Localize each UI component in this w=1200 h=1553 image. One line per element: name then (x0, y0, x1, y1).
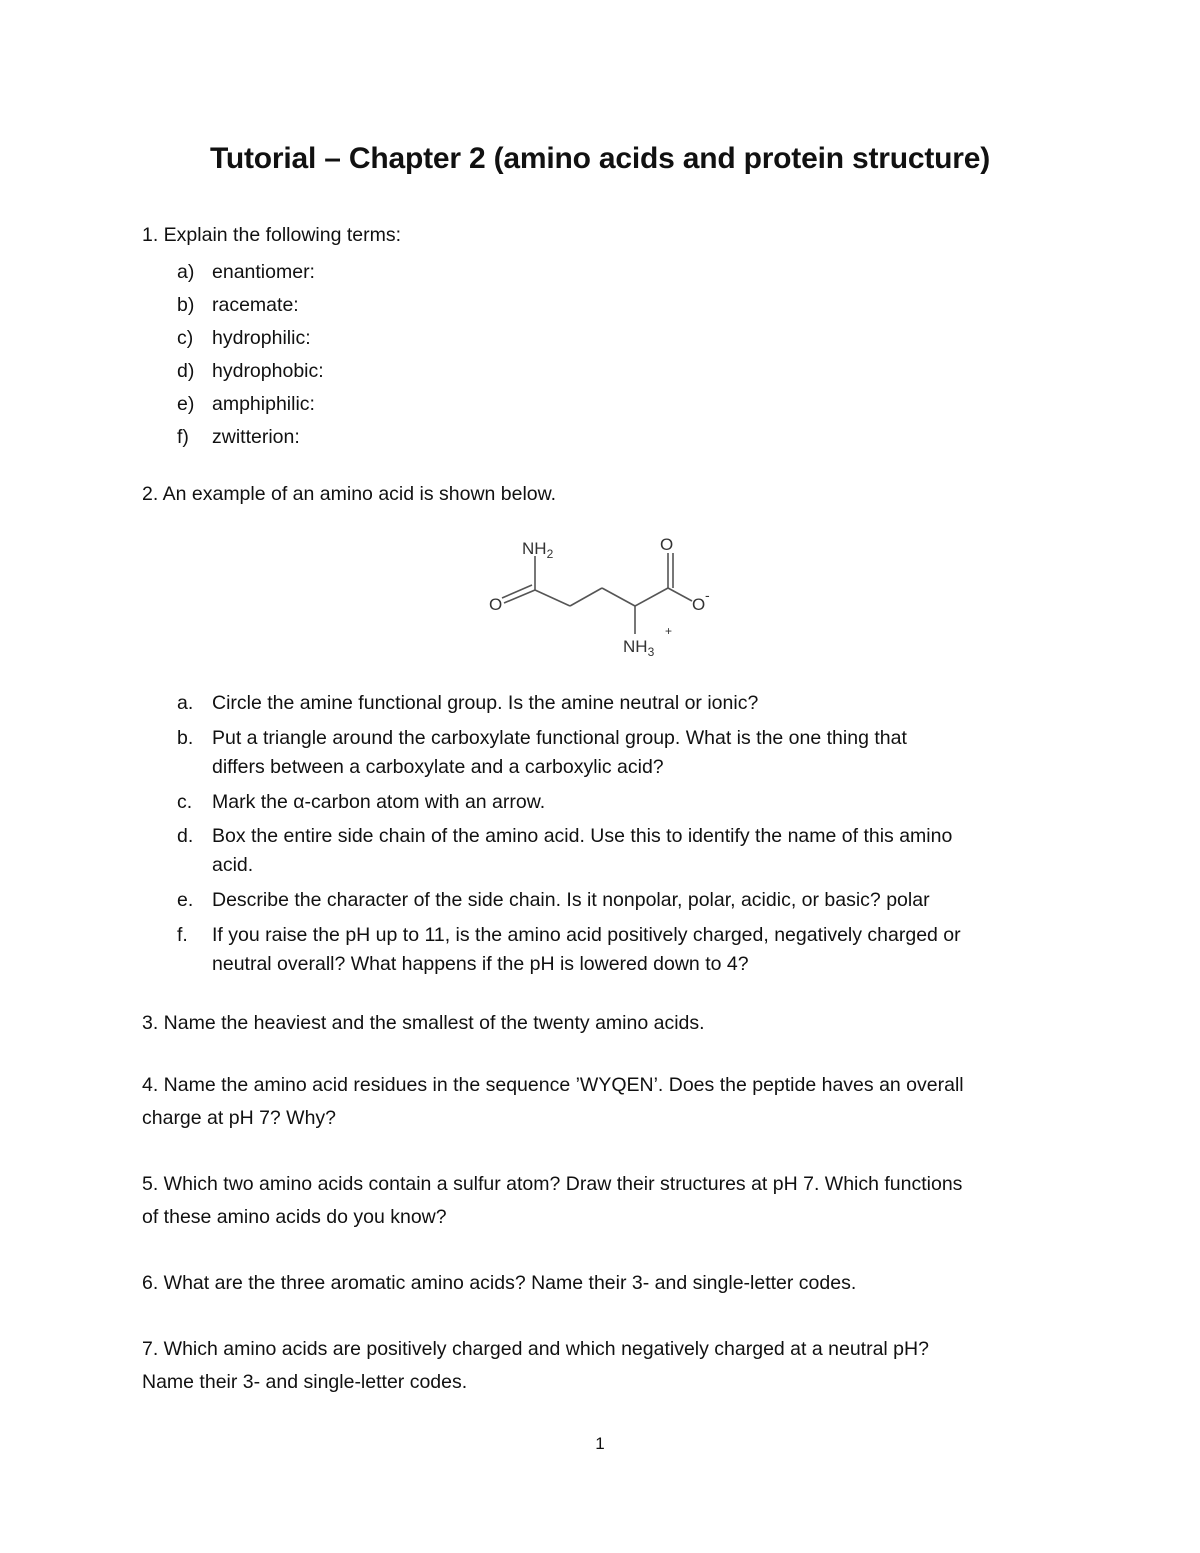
item-label: d. (177, 825, 194, 847)
item-label: a. (177, 692, 194, 714)
item-text: racemate: (212, 294, 299, 316)
question-3: 3. Name the heaviest and the smallest of the twenty amino acids. (142, 1012, 705, 1034)
oxygen-right-label: O (692, 595, 706, 614)
item-text: zwitterion: (212, 426, 300, 448)
item-text: Describe the character of the side chain. Is it nonpolar, polar, acidic, or basic? polar (212, 889, 930, 911)
item-text: Mark the α-carbon atom with an arrow. (212, 791, 546, 813)
list-item (177, 388, 324, 421)
question-5-line2: of these amino acids do you know? (142, 1206, 447, 1228)
question-7-line1: 7. Which amino acids are positively charged and which negatively charged at a neutral pH? (142, 1338, 929, 1360)
oxygen-left-label: O (489, 595, 503, 614)
question-4-line2: charge at pH 7? Why? (142, 1107, 337, 1129)
list-item (177, 355, 324, 388)
item-text-line1: Put a triangle around the carboxylate functional group. What is the one thing that (212, 727, 907, 749)
question-4-line1: 4. Name the amino acid residues in the sequence ’WYQEN’. Does the peptide haves an overall (142, 1074, 964, 1096)
list-item (177, 256, 324, 289)
item-label: e) (177, 393, 195, 415)
item-label: c. (177, 791, 193, 813)
molecule-bonds (502, 553, 692, 634)
item-text: enantiomer: (212, 261, 315, 283)
question-1: 1. Explain the following terms: (142, 224, 402, 246)
question-6: 6. What are the three aromatic amino acids? Name their 3- and single-letter codes. (142, 1272, 857, 1294)
page-number: 1 (595, 1434, 605, 1453)
item-text-line1: Box the entire side chain of the amino acid. Use this to identify the name of this amino (212, 825, 953, 847)
negative-charge-label: - (705, 587, 710, 603)
item-text: Circle the amine functional group. Is the amine neutral or ionic? (212, 692, 759, 714)
item-label: f. (177, 924, 188, 946)
item-label: a) (177, 261, 195, 283)
glutamine-structure (470, 528, 730, 668)
item-label: b) (177, 294, 195, 316)
nh2-label: $NH_2$ (522, 539, 554, 561)
item-text: hydrophilic: (212, 327, 311, 349)
question-7-line2: Name their 3- and single-letter codes. (142, 1371, 468, 1393)
list-item (177, 289, 324, 322)
oxygen-top-label: O (660, 535, 674, 554)
item-label: f) (177, 426, 189, 448)
item-text: amphiphilic: (212, 393, 315, 415)
item-text-line2: acid. (212, 854, 254, 876)
list-item (177, 421, 324, 454)
item-text-line2: neutral overall? What happens if the pH is lowered down to 4? (212, 953, 749, 975)
item-label: d) (177, 360, 195, 382)
page-title: Tutorial – Chapter 2 (amino acids and protein structure) (209, 142, 991, 175)
item-label: c) (177, 327, 194, 349)
nh3-label: $NH_3$ (623, 637, 655, 659)
list-item (177, 322, 324, 355)
item-text-line2: differs between a carboxylate and a carboxylic acid? (212, 756, 664, 778)
question-5-line1: 5. Which two amino acids contain a sulfur atom? Draw their structures at pH 7. Which functions (142, 1173, 963, 1195)
item-label: e. (177, 889, 194, 911)
term-list (177, 256, 324, 454)
item-text-line1: If you raise the pH up to 11, is the amino acid positively charged, negatively charged or (212, 924, 961, 946)
question-2: 2. An example of an amino acid is shown below. (142, 483, 557, 505)
positive-charge-label: + (665, 624, 673, 638)
item-label: b. (177, 727, 194, 749)
item-text: hydrophobic: (212, 360, 324, 382)
